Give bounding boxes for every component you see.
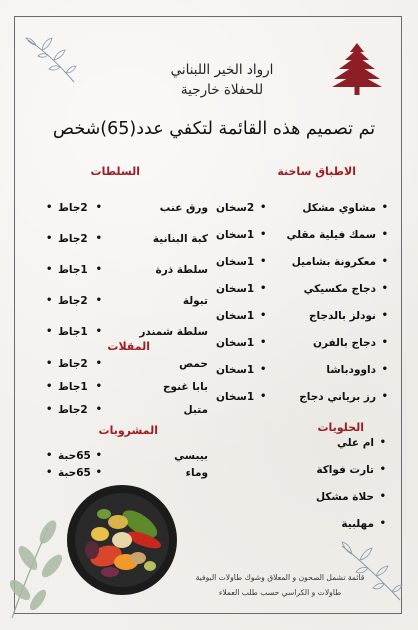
footer-line-2: طاولات و الكراسي حسب طلب العملاء [218, 588, 342, 597]
bullet-icon: • [381, 283, 388, 294]
hot_dishes-item-name: معكرونة بشاميل [291, 256, 376, 268]
appetizers-item-qty: 1جاط [58, 381, 88, 393]
appetizers-item-qty: 2جاط [58, 404, 88, 416]
salads-item-name: كبة البنانية [152, 233, 208, 245]
bullet-icon: • [381, 202, 388, 213]
salads-item-name: ورق عنب [159, 202, 208, 214]
bullet-icon: • [379, 491, 386, 502]
salads-item [46, 202, 208, 218]
appetizers-item-name: متبل [183, 404, 208, 416]
bullet-icon: • [95, 450, 102, 461]
bullet-icon: • [95, 264, 102, 275]
hot_dishes-item [216, 229, 388, 245]
leaf-branch-icon [24, 36, 78, 86]
hot_dishes-item-qty: 1سخان [216, 391, 255, 403]
section-title-desserts: الحلويات [317, 421, 364, 434]
bullet-icon: • [379, 518, 386, 529]
hot_dishes-item-name: سمك فيلية مقلي [286, 229, 376, 241]
hot_dishes-item-qty: 1سخان [216, 229, 255, 241]
hot_dishes-item-qty: 2سخان [216, 202, 255, 214]
hot_dishes-item [216, 391, 388, 407]
bullet-icon: • [95, 295, 102, 306]
bullet-icon: • [260, 256, 267, 267]
salads-item-name: سلطة شمندر [139, 326, 208, 338]
bullet-icon: • [379, 464, 386, 475]
bullet-icon: • [381, 364, 388, 375]
bullet-icon: • [46, 264, 53, 275]
salads-item [46, 326, 208, 342]
drinks-item [46, 467, 208, 483]
section-title-appetizers: المقلات [107, 340, 150, 353]
hot_dishes-item-qty: 1سخان [216, 283, 255, 295]
appetizers-item [46, 404, 208, 420]
drinks-item-qty: 65حبة [58, 467, 91, 479]
bullet-icon: • [95, 202, 102, 213]
bullet-icon: • [46, 404, 53, 415]
brand-name: ارواد الخير اللبناني [170, 62, 274, 78]
bullet-icon: • [379, 437, 386, 448]
salads-item [46, 233, 208, 249]
salads-item [46, 264, 208, 280]
desserts-item [294, 437, 386, 453]
appetizers-item-name: بابا غنوج [162, 381, 208, 393]
footer-line-1: قائمة تشمل الصحون و المعلاق وشوك طاولات البوفية [195, 573, 365, 582]
bullet-icon: • [381, 337, 388, 348]
bullet-icon: • [260, 229, 267, 240]
hot_dishes-item-name: رز برياني دجاج [299, 391, 376, 403]
bullet-icon: • [260, 364, 267, 375]
salads-item-name: تبولة [182, 295, 208, 307]
desserts-item-name: مهلبية [341, 518, 374, 530]
page-title: تم تصميم هذه القائمة لتكفي عدد(65)شخص [52, 119, 376, 139]
hot_dishes-item-qty: 1سخان [216, 256, 255, 268]
hot_dishes-item-qty: 1سخان [216, 337, 255, 349]
drinks-item-name: وماء [185, 467, 208, 479]
bullet-icon: • [260, 283, 267, 294]
bullet-icon: • [260, 310, 267, 321]
salads-item-name: سلطة ذرة [155, 264, 208, 276]
bullet-icon: • [46, 358, 53, 369]
bullet-icon: • [95, 326, 102, 337]
desserts-item-name: حلاة مشكل [315, 491, 374, 503]
hot_dishes-item-qty: 1سخان [216, 310, 255, 322]
bullet-icon: • [46, 295, 53, 306]
bullet-icon: • [46, 326, 53, 337]
section-title-drinks: المشروبات [98, 424, 158, 437]
bullet-icon: • [95, 381, 102, 392]
cedar-tree-icon [331, 42, 383, 96]
salads-item-qty: 2جاط [58, 202, 88, 214]
bullet-icon: • [46, 467, 53, 478]
desserts-item [294, 518, 386, 534]
section-title-salads: السلطات [90, 165, 140, 178]
desserts-item [294, 464, 386, 480]
drinks-item-qty: 65حبة [58, 450, 91, 462]
salads-item-qty: 1جاط [58, 264, 88, 276]
bullet-icon: • [95, 404, 102, 415]
appetizers-item-name: حمص [179, 358, 208, 370]
brand-block [132, 60, 312, 100]
hot_dishes-item [216, 364, 388, 380]
salads-item-qty: 1جاط [58, 326, 88, 338]
appetizers-item-qty: 2جاط [58, 358, 88, 370]
footer-note [175, 570, 385, 600]
appetizers-item [46, 358, 208, 374]
bullet-icon: • [260, 337, 267, 348]
leaf-branch-icon [2, 518, 74, 622]
hot_dishes-item-name: مشاوي مشكل [302, 202, 376, 214]
bullet-icon: • [95, 233, 102, 244]
desserts-item-name: تارت فواكة [316, 464, 374, 476]
bullet-icon: • [381, 391, 388, 402]
brand-subtitle: للحفلاة خارجية [180, 82, 264, 98]
appetizers-item [46, 381, 208, 397]
salads-item-qty: 2جاط [58, 233, 88, 245]
hot_dishes-item-name: نودلز بالدجاج [308, 310, 376, 322]
hot_dishes-item [216, 283, 388, 299]
bullet-icon: • [95, 467, 102, 478]
drinks-item [46, 450, 208, 466]
hot_dishes-item-name: داوودباشا [326, 364, 376, 376]
hot_dishes-item-qty: 1سخان [216, 364, 255, 376]
section-title-hot-dishes: الاطباق ساخنة [277, 165, 356, 178]
drinks-item-name: بيبسي [174, 450, 208, 462]
hot_dishes-item-name: دجاج بالفرن [313, 337, 376, 349]
desserts-item [294, 491, 386, 507]
hot_dishes-item [216, 337, 388, 353]
bullet-icon: • [381, 256, 388, 267]
hot_dishes-item [216, 256, 388, 272]
bullet-icon: • [46, 381, 53, 392]
bullet-icon: • [381, 310, 388, 321]
salads-item [46, 295, 208, 311]
bullet-icon: • [46, 202, 53, 213]
vegetable-plate-icon [66, 484, 178, 596]
bullet-icon: • [381, 229, 388, 240]
salads-item-qty: 2جاط [58, 295, 88, 307]
bullet-icon: • [46, 450, 53, 461]
hot_dishes-item-name: دجاج مكسيكي [303, 283, 376, 295]
bullet-icon: • [260, 202, 267, 213]
bullet-icon: • [95, 358, 102, 369]
desserts-item-name: ام علي [336, 437, 374, 449]
hot_dishes-item [216, 310, 388, 326]
hot_dishes-item [216, 202, 388, 218]
bullet-icon: • [260, 391, 267, 402]
bullet-icon: • [46, 233, 53, 244]
